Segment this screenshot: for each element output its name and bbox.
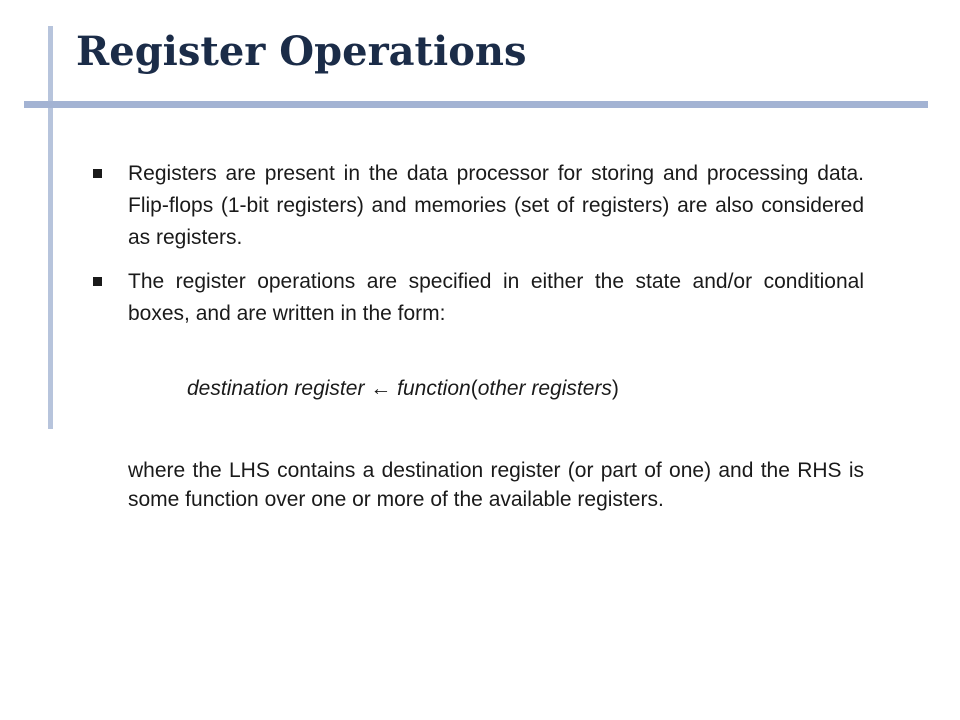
title-accent-horizontal-bar	[24, 101, 928, 108]
slide-title: Register Operations	[76, 28, 527, 75]
register-transfer-formula	[187, 377, 619, 401]
formula-args: other registers	[477, 377, 612, 400]
square-bullet-icon	[93, 277, 102, 286]
bullet-text: The register operations are specified in either the state and/or conditional boxes, and are written in the form:	[128, 270, 864, 325]
formula-close-paren: )	[611, 377, 619, 400]
bullet-list	[90, 158, 864, 330]
bullet-text: Registers are present in the data processor for storing and processing data. Flip-flops (1-bit registers) and memories (set of registers) are also considered as registers.	[128, 162, 864, 249]
bullet-item-register-operations	[90, 266, 864, 330]
title-accent-vertical-bar	[48, 26, 53, 429]
explanation-paragraph: where the LHS contains a destination register (or part of one) and the RHS is some function over one or more of the available registers.	[128, 459, 864, 511]
square-bullet-icon	[93, 169, 102, 178]
left-arrow-icon: ←	[370, 377, 392, 400]
formula-lhs: destination register	[187, 377, 365, 400]
bullet-item-registers	[90, 158, 864, 254]
formula-open-paren: (	[470, 377, 478, 400]
formula-function: function	[397, 377, 471, 400]
